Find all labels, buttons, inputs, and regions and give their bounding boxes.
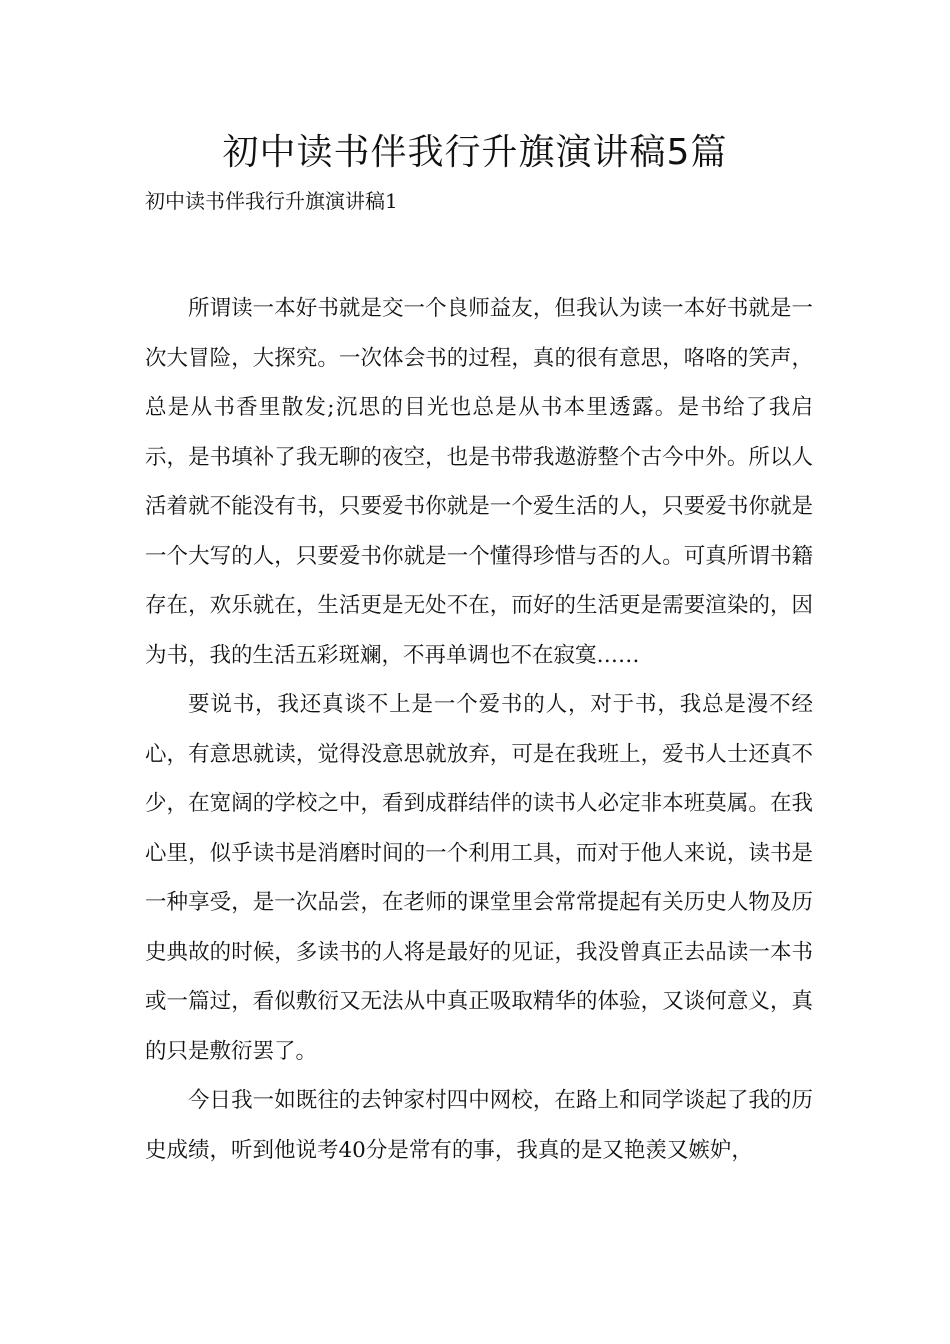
document-title: 初中读书伴我行升旗演讲稿5篇 [222,132,728,173]
paragraph: 要说书，我还真谈不上是一个爱书的人，对于书，我总是漫不经心，有意思就读，觉得没意思就放弃，可是在我班上，爱书人士还真不少，在宽阔的学校之中，看到成群结伴的读书人必定非本班莫属。在我心里，似乎读书是消磨时间的一个利用工具，而对于他人来说，读书是一种享受，是一次品尝，在老师的课堂里会常常提起有关历史人物及历史典故的时候，多读书的人将是最好的见证，我没曾真正去品读一本书或一篇过，看似敷衍又无法从中真正吸取精华的体验，又谈何意义，真的只是敷衍罢了。 [145,692,813,1064]
document-subtitle: 初中读书伴我行升旗演讲稿1 [145,189,398,213]
document-body [145,284,813,1175]
paragraph: 今日我一如既往的去钟家村四中网校，在路上和同学谈起了我的历史成绩，听到他说考40分是常有的事，我真的是又艳羡又嫉妒， [145,1088,813,1163]
paragraph: 所谓读一本好书就是交一个良师益友，但我认为读一本好书就是一次大冒险，大探究。一次体会书的过程，真的很有意思，咯咯的笑声，总是从书香里散发;沉思的目光也总是从书本里透露。是书给了我启示，是书填补了我无聊的夜空，也是书带我遨游整个古今中外。所以人活着就不能没有书，只要爱书你就是一个爱生活的人，只要爱书你就是一个大写的人，只要爱书你就是一个懂得珍惜与否的人。可真所谓书籍存在，欢乐就在，生活更是无处不在，而好的生活更是需要渲染的，因为书，我的生活五彩斑斓，不再单调也不在寂寞…… [145,296,813,668]
